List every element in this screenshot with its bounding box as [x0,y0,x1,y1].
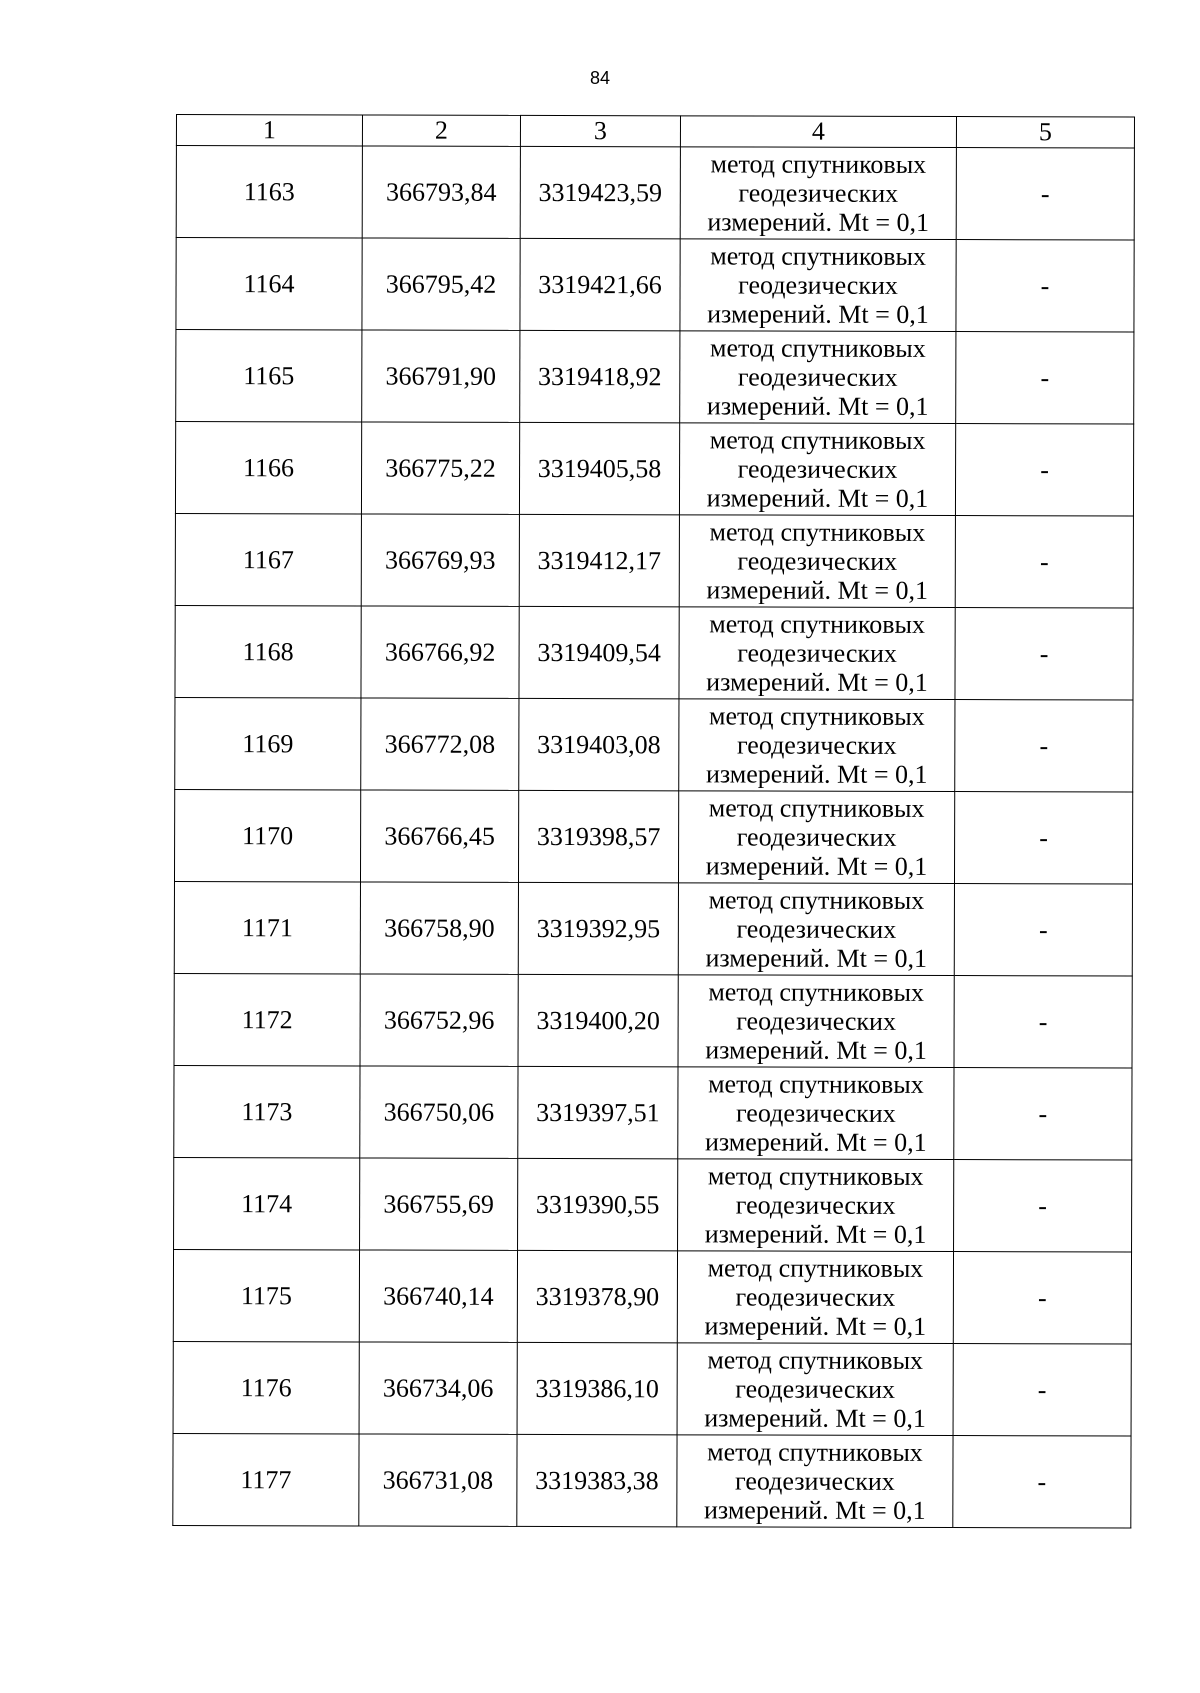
table-row [175,697,1133,792]
table-row [176,146,1134,241]
note-cell: - [954,792,1132,884]
method-line: геодезических [735,1466,895,1496]
note-cell: - [955,424,1133,516]
method-line: геодезических [736,730,897,760]
point-number-cell: 1169 [175,697,361,789]
point-number-cell: 1165 [176,330,362,422]
x-coordinate-cell: 366758,90 [360,882,518,974]
note-cell: - [954,1068,1132,1160]
method-cell [678,791,954,884]
table-row [173,1433,1131,1528]
y-coordinate-cell: 3319400,20 [518,974,678,1066]
y-coordinate-cell: 3319403,08 [519,698,679,790]
point-number-cell: 1166 [175,422,361,514]
method-line: метод спутниковых [708,1069,924,1099]
method-cell [680,331,956,424]
method-line: метод спутниковых [709,517,926,547]
table-row [174,1157,1132,1252]
method-line: геодезических [735,1098,896,1128]
note-cell: - [953,1252,1131,1344]
y-coordinate-cell: 3319412,17 [519,514,679,606]
method-line: геодезических [735,1374,896,1404]
method-line: метод спутниковых [710,241,927,271]
note-cell: - [956,332,1134,424]
table-row [174,1065,1132,1160]
header-row [176,115,1134,149]
column-header-5: 5 [956,117,1134,148]
method-line: метод спутниковых [709,701,925,731]
table-row [176,330,1134,425]
method-line: метод спутниковых [707,1437,923,1467]
y-coordinate-cell: 3319392,95 [518,882,678,974]
note-cell: - [954,1160,1132,1252]
method-line: измерений. Mt = 0,1 [704,1311,927,1341]
table-row [175,513,1133,608]
point-number-cell: 1172 [174,973,360,1065]
method-cell [678,883,954,976]
method-line: геодезических [737,546,898,576]
column-header-1: 1 [176,115,362,146]
y-coordinate-cell: 3319398,57 [518,790,678,882]
method-cell [677,1251,953,1344]
note-cell: - [956,148,1134,240]
table-row [174,789,1132,884]
column-header-4: 4 [680,116,956,148]
point-number-cell: 1163 [176,146,362,238]
x-coordinate-cell: 366731,08 [359,1434,517,1526]
x-coordinate-cell: 366769,93 [361,514,519,606]
method-line: измерений. Mt = 0,1 [704,1219,927,1249]
note-cell: - [955,700,1133,792]
point-number-cell: 1173 [174,1065,360,1157]
method-line: геодезических [736,914,897,944]
method-line: геодезических [737,638,897,668]
note-cell: - [953,1344,1131,1436]
method-cell [679,423,955,516]
y-coordinate-cell: 3319418,92 [520,330,680,422]
method-line: геодезических [737,454,898,484]
table-row [173,1249,1131,1344]
method-line: геодезических [735,1282,896,1312]
table-row [175,605,1133,700]
point-number-cell: 1168 [175,605,361,697]
note-cell: - [954,884,1132,976]
method-line: измерений. Mt = 0,1 [705,851,928,881]
note-cell: - [956,240,1134,332]
x-coordinate-cell: 366752,96 [360,974,518,1066]
method-line: измерений. Mt = 0,1 [707,207,930,237]
x-coordinate-cell: 366755,69 [360,1158,518,1250]
method-line: геодезических [736,1006,897,1036]
x-coordinate-cell: 366793,84 [362,146,520,238]
method-line: измерений. Mt = 0,1 [707,299,929,329]
point-number-cell: 1174 [174,1157,360,1249]
method-line: измерений. Mt = 0,1 [705,943,928,973]
method-line: измерений. Mt = 0,1 [705,1035,927,1065]
method-cell [678,975,954,1068]
y-coordinate-cell: 3319383,38 [517,1434,677,1526]
method-line: геодезических [736,822,897,852]
note-cell: - [955,608,1133,700]
point-number-cell: 1164 [176,238,362,330]
method-line: геодезических [737,362,898,392]
x-coordinate-cell: 366766,45 [360,790,518,882]
y-coordinate-cell: 3319378,90 [517,1250,677,1342]
x-coordinate-cell: 366766,92 [361,606,519,698]
method-cell [680,147,956,240]
method-line: метод спутниковых [707,1345,924,1375]
method-cell [677,1435,953,1528]
x-coordinate-cell: 366775,22 [361,422,519,514]
note-cell: - [955,516,1133,608]
y-coordinate-cell: 3319386,10 [517,1342,677,1434]
method-line: метод спутниковых [708,793,925,823]
point-number-cell: 1177 [173,1433,359,1525]
table-row [174,973,1132,1068]
method-cell [679,515,955,608]
method-line: измерений. Mt = 0,1 [706,575,929,605]
x-coordinate-cell: 366772,08 [361,698,519,790]
method-line: метод спутниковых [707,1161,924,1191]
y-coordinate-cell: 3319390,55 [518,1158,678,1250]
method-line: измерений. Mt = 0,1 [703,1495,926,1525]
method-line: метод спутниковых [707,1253,924,1283]
method-line: метод спутниковых [708,977,925,1007]
coordinates-table [172,114,1135,1529]
method-line: измерений. Mt = 0,1 [706,667,928,697]
table-header [176,115,1134,149]
column-header-2: 2 [362,115,520,146]
method-cell [678,1159,954,1252]
x-coordinate-cell: 366734,06 [359,1342,517,1434]
method-cell [679,607,955,700]
method-line: измерений. Mt = 0,1 [706,483,929,513]
y-coordinate-cell: 3319409,54 [519,606,679,698]
point-number-cell: 1176 [173,1341,359,1433]
x-coordinate-cell: 366750,06 [360,1066,518,1158]
method-line: метод спутниковых [708,885,925,915]
point-number-cell: 1167 [175,513,361,605]
column-header-3: 3 [520,115,680,146]
note-cell: - [954,976,1132,1068]
method-line: измерений. Mt = 0,1 [704,1403,926,1433]
method-line: геодезических [738,178,899,208]
point-number-cell: 1171 [174,881,360,973]
method-line: измерений. Mt = 0,1 [704,1127,927,1157]
method-cell [679,699,955,792]
method-line: метод спутниковых [709,425,926,455]
x-coordinate-cell: 366795,42 [362,238,520,330]
method-line: измерений. Mt = 0,1 [705,759,928,789]
table-row [176,238,1134,333]
table-row [173,1341,1131,1436]
x-coordinate-cell: 366791,90 [362,330,520,422]
method-line: метод спутниковых [709,609,926,639]
method-line: геодезических [735,1190,896,1220]
page-number: 84 [589,68,611,88]
point-number-cell: 1175 [173,1249,359,1341]
table-row [175,422,1133,517]
point-number-cell: 1170 [174,789,360,881]
y-coordinate-cell: 3319421,66 [520,238,680,330]
table-row [174,881,1132,976]
method-cell [680,239,956,332]
x-coordinate-cell: 366740,14 [359,1250,517,1342]
method-line: измерений. Mt = 0,1 [706,391,929,421]
y-coordinate-cell: 3319423,59 [520,146,680,238]
method-line: геодезических [738,270,898,300]
table-body [173,146,1135,1529]
method-line: метод спутниковых [709,333,926,363]
method-cell [677,1343,953,1436]
method-cell [678,1067,954,1160]
method-line: метод спутниковых [710,149,927,179]
y-coordinate-cell: 3319405,58 [519,422,679,514]
note-cell: - [953,1436,1131,1528]
y-coordinate-cell: 3319397,51 [518,1066,678,1158]
